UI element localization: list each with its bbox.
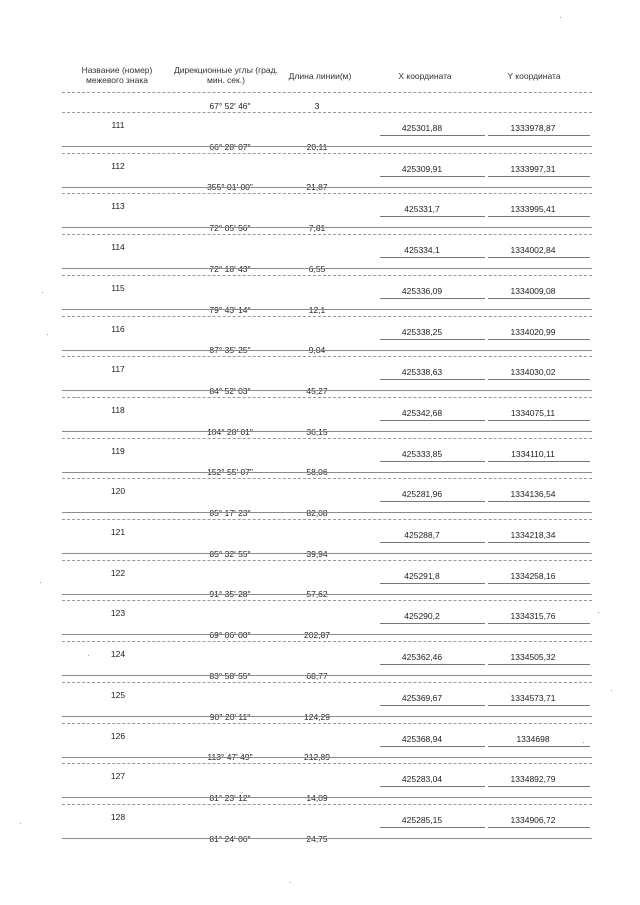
- direction-angle: 81° 24' 06": [209, 834, 251, 844]
- x-coordinate: 425291,8: [404, 571, 440, 581]
- row-divider: [62, 356, 592, 357]
- y-coordinate: 1334009,08: [510, 286, 556, 296]
- row-divider: [62, 92, 592, 93]
- scan-speck: [40, 582, 41, 583]
- point-name: 122: [110, 568, 126, 578]
- x-coordinate: 425369,67: [401, 693, 443, 703]
- y-coordinate: 1334315,76: [510, 611, 556, 621]
- cell-underline: [488, 339, 590, 340]
- cell-underline: [380, 379, 485, 380]
- scan-speck: [290, 882, 291, 883]
- line-length: 21,87: [306, 182, 328, 192]
- cell-underline: [380, 827, 485, 828]
- cell-underline: [488, 786, 590, 787]
- x-coordinate: 425283,04: [401, 774, 443, 784]
- cell-underline: [380, 583, 485, 584]
- cell-underline: [488, 216, 590, 217]
- row-divider: [62, 600, 592, 601]
- direction-angle: 104° 28' 01": [207, 427, 253, 437]
- cell-underline: [380, 542, 485, 543]
- cell-underline: [488, 827, 590, 828]
- scan-speck: [75, 397, 76, 398]
- scan-speck: [47, 334, 48, 335]
- scan-speck: [583, 742, 584, 743]
- direction-angle: 152° 55' 07": [207, 467, 253, 477]
- direction-angle: 113° 47' 49": [207, 752, 253, 762]
- point-name: 127: [110, 771, 126, 781]
- cell-underline: [488, 176, 590, 177]
- row-divider: [62, 397, 592, 398]
- x-coordinate: 425285,15: [401, 815, 443, 825]
- line-length: 3: [314, 101, 320, 111]
- direction-angle: 67° 52' 46": [209, 101, 251, 111]
- y-coordinate: 1334573,71: [510, 693, 556, 703]
- x-coordinate: 425281,96: [401, 489, 443, 499]
- cell-underline: [488, 461, 590, 462]
- header-line-length: Длина линии(м): [288, 71, 352, 81]
- y-coordinate: 1334505,32: [510, 652, 556, 662]
- y-coordinate: 1334075,11: [510, 408, 556, 418]
- point-name: 120: [110, 486, 126, 496]
- point-name: 114: [111, 242, 125, 252]
- direction-angle: 355° 01' 00": [207, 182, 253, 192]
- direction-angle: 72° 05' 56": [209, 223, 251, 233]
- row-divider: [62, 804, 592, 805]
- point-name: 117: [111, 364, 125, 374]
- header-direction-angles: Дирекционные углы (град. мин. сек.): [174, 65, 278, 85]
- row-divider: [62, 234, 592, 235]
- cell-underline: [380, 298, 485, 299]
- x-coordinate: 425362,46: [401, 652, 443, 662]
- row-divider: [62, 553, 592, 554]
- x-coordinate: 425290,2: [404, 611, 440, 621]
- cell-underline: [488, 298, 590, 299]
- x-coordinate: 425288,7: [404, 530, 440, 540]
- row-divider: [62, 478, 592, 479]
- header-x-coordinate: X координата: [398, 71, 452, 81]
- point-name: 126: [110, 731, 126, 741]
- scan-speck: [42, 292, 43, 293]
- row-divider: [62, 512, 592, 513]
- row-divider: [62, 594, 592, 595]
- row-divider: [62, 187, 592, 188]
- x-coordinate: 425338,25: [401, 327, 443, 337]
- cell-underline: [488, 257, 590, 258]
- point-name: 123: [110, 608, 126, 618]
- direction-angle: 72° 18' 43": [209, 264, 251, 274]
- cell-underline: [488, 705, 590, 706]
- direction-angle: 85° 17' 23": [209, 508, 251, 518]
- cell-underline: [380, 257, 485, 258]
- x-coordinate: 425309,91: [401, 164, 443, 174]
- line-length: 39,94: [306, 549, 328, 559]
- scan-speck: [560, 17, 561, 18]
- line-length: 58,06: [306, 467, 328, 477]
- row-divider: [62, 634, 592, 635]
- line-length: 14,09: [306, 793, 328, 803]
- line-length: 124,29: [304, 712, 330, 722]
- row-divider: [62, 390, 592, 391]
- point-name: 116: [111, 324, 125, 334]
- x-coordinate: 425368,94: [401, 734, 443, 744]
- row-divider: [62, 682, 592, 683]
- line-length: 212,89: [304, 752, 330, 762]
- direction-angle: 84° 52' 03": [209, 386, 251, 396]
- line-length: 57,62: [306, 589, 328, 599]
- point-name: 124: [110, 649, 126, 659]
- header-point-name: Название (номер) межевого знака: [81, 65, 153, 85]
- direction-angle: 91° 35' 28": [209, 589, 251, 599]
- point-name: 111: [111, 120, 125, 130]
- cell-underline: [488, 542, 590, 543]
- point-name: 121: [110, 527, 126, 537]
- row-divider: [62, 716, 592, 717]
- x-coordinate: 425333,85: [401, 449, 443, 459]
- row-divider: [62, 797, 592, 798]
- scan-speck: [580, 355, 581, 356]
- row-divider: [62, 350, 592, 351]
- cell-underline: [488, 379, 590, 380]
- row-divider: [62, 146, 592, 147]
- scan-speck: [20, 823, 21, 824]
- x-coordinate: 425342,68: [401, 408, 443, 418]
- x-coordinate: 425301,88: [401, 123, 443, 133]
- row-divider: [62, 723, 592, 724]
- row-divider: [62, 112, 592, 113]
- cell-underline: [488, 623, 590, 624]
- direction-angle: 81° 23' 12": [209, 793, 251, 803]
- line-length: 12,1: [308, 305, 326, 315]
- x-coordinate: 425331,7: [404, 204, 440, 214]
- row-divider: [62, 519, 592, 520]
- x-coordinate: 425336,09: [401, 286, 443, 296]
- direction-angle: 83° 58' 55": [209, 671, 251, 681]
- line-length: 36,15: [306, 427, 328, 437]
- y-coordinate: 1333978,87: [510, 123, 556, 133]
- row-divider: [62, 431, 592, 432]
- y-coordinate: 1334020,99: [510, 327, 556, 337]
- row-divider: [62, 268, 592, 269]
- x-coordinate: 425338,63: [401, 367, 443, 377]
- direction-angle: 79° 43' 14": [209, 305, 251, 315]
- y-coordinate: 1334136,54: [510, 489, 556, 499]
- y-coordinate: 1333995,41: [510, 204, 556, 214]
- cell-underline: [380, 501, 485, 502]
- row-divider: [62, 757, 592, 758]
- cell-underline: [380, 176, 485, 177]
- cell-underline: [380, 135, 485, 136]
- y-coordinate: 1334258,16: [510, 571, 556, 581]
- y-coordinate: 1334892,79: [510, 774, 556, 784]
- line-length: 82,08: [306, 508, 328, 518]
- direction-angle: 69° 06' 00": [209, 630, 251, 640]
- cell-underline: [488, 583, 590, 584]
- cell-underline: [488, 420, 590, 421]
- scan-speck: [598, 612, 599, 613]
- line-length: 24,75: [306, 834, 328, 844]
- row-divider: [62, 316, 592, 317]
- row-divider: [62, 675, 592, 676]
- line-length: 68,77: [306, 671, 328, 681]
- direction-angle: 90° 20' 11": [209, 712, 251, 722]
- point-name: 128: [110, 812, 126, 822]
- row-divider: [62, 763, 592, 764]
- x-coordinate: 425334,1: [404, 245, 440, 255]
- point-name: 119: [111, 446, 125, 456]
- row-divider: [62, 309, 592, 310]
- row-divider: [62, 153, 592, 154]
- line-length: 202,87: [304, 630, 330, 640]
- direction-angle: 87° 35' 25": [209, 345, 251, 355]
- cell-underline: [380, 705, 485, 706]
- y-coordinate: 1334218,34: [510, 530, 556, 540]
- cell-underline: [380, 746, 485, 747]
- cell-underline: [380, 623, 485, 624]
- row-divider: [62, 641, 592, 642]
- direction-angle: 85° 32' 55": [209, 549, 251, 559]
- line-length: 9,04: [308, 345, 326, 355]
- y-coordinate: 1334002,84: [510, 245, 556, 255]
- point-name: 115: [111, 283, 125, 293]
- scan-speck: [88, 655, 89, 656]
- row-divider: [62, 275, 592, 276]
- point-name: 113: [111, 201, 125, 211]
- cell-underline: [380, 461, 485, 462]
- line-length: 6,55: [308, 264, 326, 274]
- row-divider: [62, 438, 592, 439]
- point-name: 112: [111, 161, 125, 171]
- y-coordinate: 1334030,02: [510, 367, 556, 377]
- cell-underline: [380, 216, 485, 217]
- row-divider: [62, 838, 592, 839]
- line-length: 45,27: [306, 386, 328, 396]
- line-length: 7,81: [308, 223, 326, 233]
- row-divider: [62, 227, 592, 228]
- point-name: 125: [110, 690, 126, 700]
- scan-speck: [611, 690, 612, 691]
- cell-underline: [380, 339, 485, 340]
- row-divider: [62, 560, 592, 561]
- cell-underline: [380, 420, 485, 421]
- cell-underline: [380, 786, 485, 787]
- cell-underline: [488, 746, 590, 747]
- y-coordinate: 1334906,72: [510, 815, 556, 825]
- header-y-coordinate: Y координата: [507, 71, 561, 81]
- y-coordinate: 1334698: [516, 734, 550, 744]
- direction-angle: 66° 28' 07": [209, 142, 251, 152]
- cell-underline: [488, 501, 590, 502]
- cell-underline: [380, 664, 485, 665]
- row-divider: [62, 472, 592, 473]
- y-coordinate: 1333997,31: [510, 164, 556, 174]
- line-length: 20,11: [306, 142, 328, 152]
- point-name: 118: [111, 405, 125, 415]
- y-coordinate: 1334110,11: [511, 449, 555, 459]
- cell-underline: [488, 664, 590, 665]
- cell-underline: [488, 135, 590, 136]
- row-divider: [62, 193, 592, 194]
